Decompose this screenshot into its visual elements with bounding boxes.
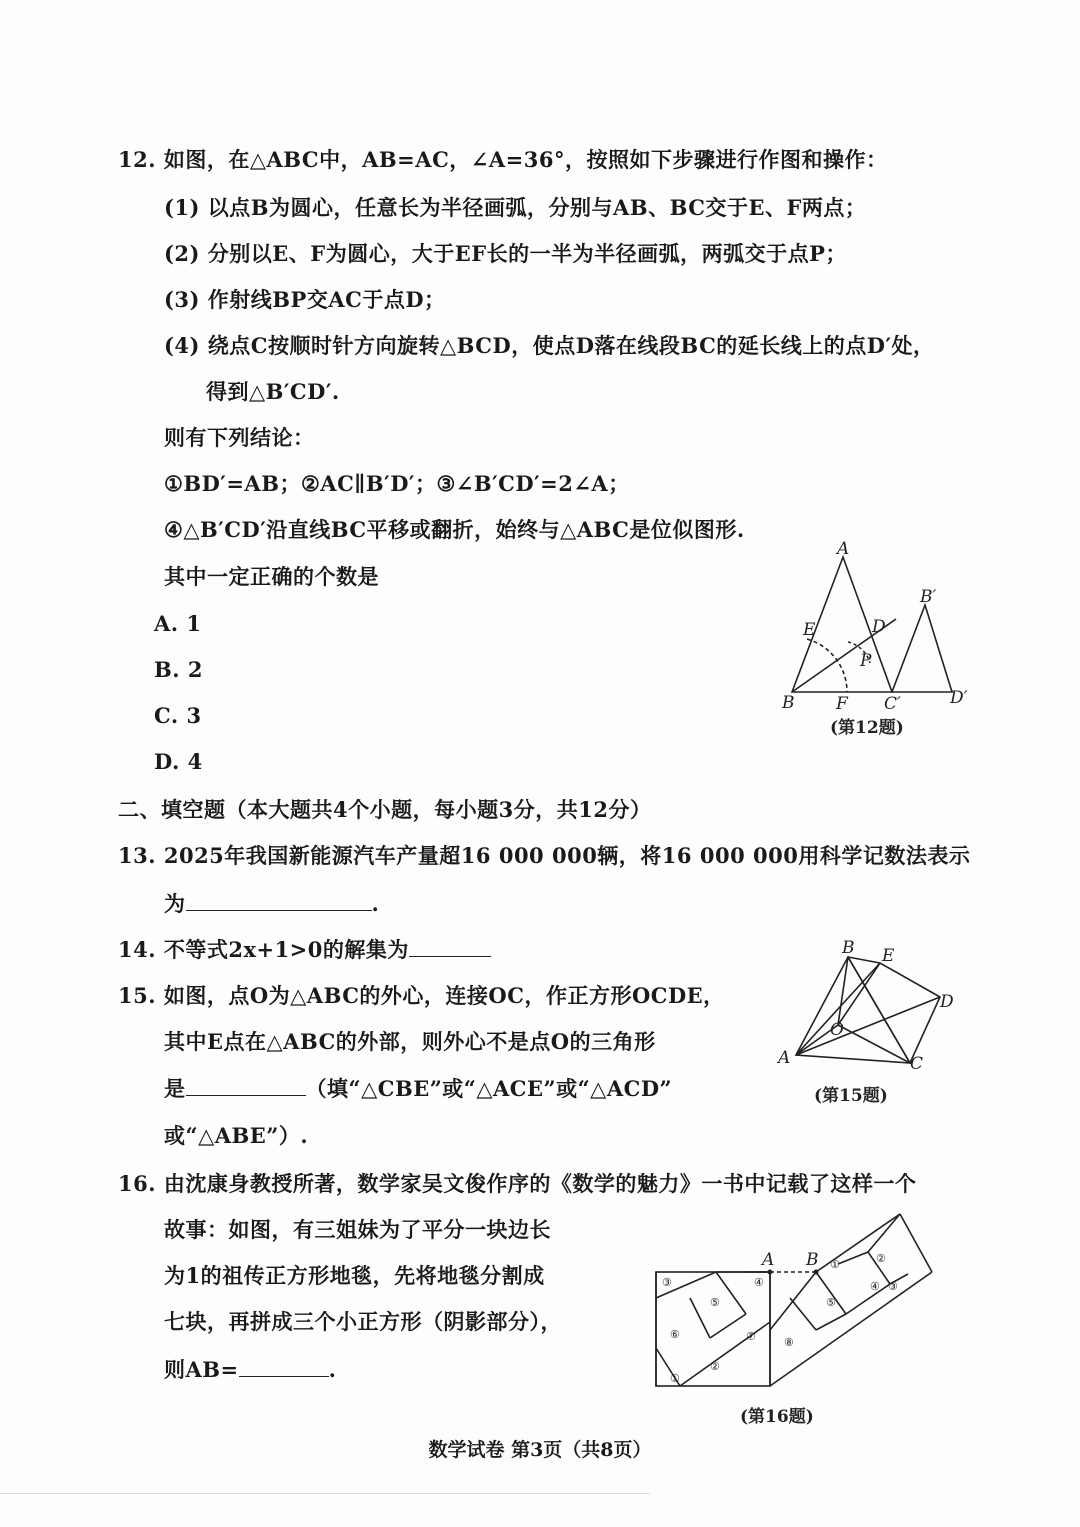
q16-line2: 故事：如图，有三姐妹为了平分一块边长 <box>164 1217 551 1242</box>
q12-option-b: B. 2 <box>154 657 203 682</box>
svg-text:③: ③ <box>662 1276 672 1289</box>
q13-prefix: 为 <box>164 891 186 916</box>
svg-text:①: ① <box>830 1258 840 1271</box>
q13-answer-blank[interactable] <box>186 890 372 911</box>
q14-answer-blank[interactable] <box>409 936 491 957</box>
q15-line3 <box>164 1075 672 1103</box>
q15-label-c: C <box>910 1054 924 1074</box>
q15-label-d: D <box>940 992 954 1012</box>
q16-prefix: 则AB= <box>164 1357 239 1382</box>
q12-option-d: D. 4 <box>154 749 203 774</box>
svg-text:⑧: ⑧ <box>784 1336 794 1349</box>
q12-figure <box>770 535 980 745</box>
q15-prefix: 是 <box>164 1076 186 1101</box>
q12-step4b: 得到△B′CD′. <box>206 379 340 404</box>
svg-text:④: ④ <box>870 1280 880 1293</box>
svg-text:②: ② <box>710 1360 720 1373</box>
q14-line <box>118 936 491 964</box>
q15-label-o: O <box>830 1020 844 1040</box>
q16-line1: 16. 由沈康身教授所著，数学家吴文俊作序的《数学的魅力》一书中记载了这样一个 <box>118 1171 917 1196</box>
q12-label-b: B <box>782 693 795 713</box>
q12-stem: 12. 如图，在△ABC中，AB=AC，∠A=36°，按照如下步骤进行作图和操作： <box>118 147 888 172</box>
q16-label-a: A <box>762 1250 775 1270</box>
q12-step4: (4) 绕点C按顺时针方向旋转△BCD，使点D落在线段BC的延长线上的点D′处， <box>164 333 935 358</box>
q12-caption: (第12题) <box>830 718 904 738</box>
bottom-divider <box>0 1493 650 1494</box>
svg-text:⑤: ⑤ <box>710 1296 720 1309</box>
q12-label-d-prime: D′ <box>950 688 968 708</box>
q12-conclusion-1: ①BD′=AB；②AC∥B′D′；③∠B′CD′=2∠A； <box>164 471 630 496</box>
q12-conclusion-intro: 则有下列结论： <box>164 425 315 450</box>
q15-caption: (第15题) <box>814 1086 888 1106</box>
svg-text:①: ① <box>670 1372 680 1385</box>
q16-label-b: B <box>806 1250 819 1270</box>
q16-answer-blank[interactable] <box>239 1356 329 1377</box>
q15-label-b: B <box>842 938 855 958</box>
q16-line3: 为1的祖传正方形地毯，先将地毯分割成 <box>164 1263 545 1288</box>
q12-label-f: F <box>836 694 848 714</box>
q12-option-a: A. 1 <box>154 611 202 636</box>
q13-line1: 13. 2025年我国新能源汽车产量超16 000 000辆，将16 000 000用科学记数法表示 <box>118 843 971 868</box>
svg-text:②: ② <box>876 1252 886 1265</box>
q12-label-e: E <box>803 620 816 640</box>
q12-label-a: A <box>837 539 850 559</box>
q16-figure <box>650 1210 940 1430</box>
svg-text:⑤: ⑤ <box>826 1296 836 1309</box>
q15-label-a: A <box>778 1048 791 1068</box>
svg-text:④: ④ <box>754 1276 764 1289</box>
q12-question: 其中一定正确的个数是 <box>164 564 379 589</box>
q14-text: 14. 不等式2x+1>0的解集为 <box>118 937 409 962</box>
page-footer: 数学试卷 第3页（共8页） <box>428 1439 652 1461</box>
q15-label-e: E <box>882 946 895 966</box>
q12-label-d: D <box>872 617 886 637</box>
q15-line4: 或“△ABE”）. <box>164 1123 309 1148</box>
q12-label-c: C′ <box>884 694 901 714</box>
q15-line2: 其中E点在△ABC的外部，则外心不是点O的三角形 <box>164 1029 656 1054</box>
q12-label-p: P <box>860 651 872 671</box>
q12-step1: (1) 以点B为圆心，任意长为半径画弧，分别与AB、BC交于E、F两点； <box>164 195 867 220</box>
q12-conclusion-2: ④△B′CD′沿直线BC平移或翻折，始终与△ABC是位似图形. <box>164 517 745 542</box>
q15-line1: 15. 如图，点O为△ABC的外心，连接OC，作正方形OCDE， <box>118 983 725 1008</box>
q13-suffix: . <box>371 891 380 916</box>
q15-answer-blank[interactable] <box>186 1075 306 1096</box>
q12-label-b-prime: B′ <box>920 587 937 607</box>
q15-figure <box>770 935 970 1115</box>
svg-text:③: ③ <box>888 1280 898 1293</box>
q16-line5 <box>164 1356 336 1384</box>
q12-step2: (2) 分别以E、F为圆心，大于EF长的一半为半径画弧，两弧交于点P； <box>164 241 847 266</box>
q16-suffix: . <box>328 1357 337 1382</box>
q13-line2 <box>164 890 379 918</box>
q15-suffix: （填“△CBE”或“△ACE”或“△ACD” <box>305 1076 673 1101</box>
q16-caption: (第16题) <box>740 1407 814 1427</box>
section-2-heading: 二、填空题（本大题共4个小题，每小题3分，共12分） <box>118 797 652 822</box>
svg-text:⑥: ⑥ <box>670 1328 680 1341</box>
svg-text:⑦: ⑦ <box>746 1330 756 1343</box>
q16-line4: 七块，再拼成三个小正方形（阴影部分）， <box>164 1309 562 1334</box>
q12-step3: (3) 作射线BP交AC于点D； <box>164 287 446 312</box>
q12-option-c: C. 3 <box>154 703 202 728</box>
